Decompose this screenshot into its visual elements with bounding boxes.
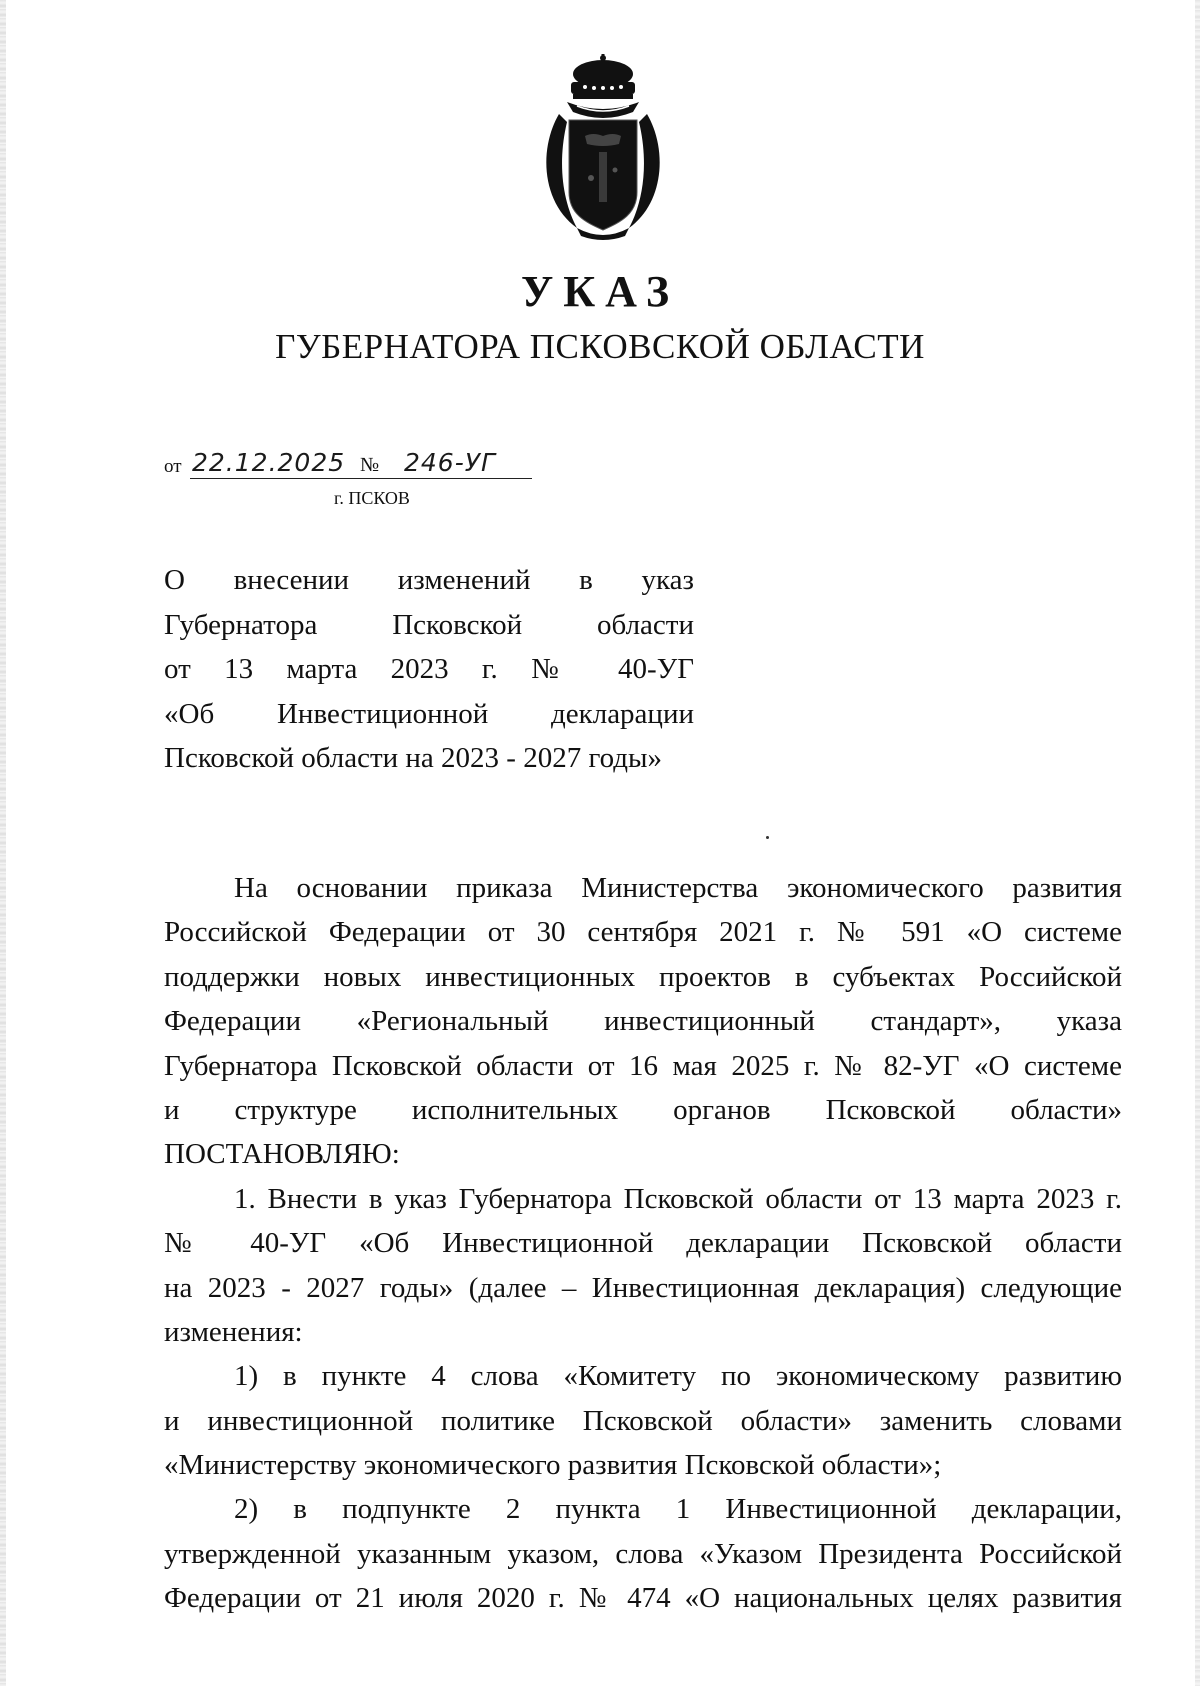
body-line: Федерации «Региональный инвестиционный стандарт», указа [164,1005,1122,1038]
coat-of-arms-icon [533,52,673,242]
scan-edge-right [1195,0,1200,1686]
body-line: изменения: [164,1315,303,1348]
document-requisites [164,448,564,488]
subject-line: Псковской области на 2023 - 2027 годы» [164,742,663,774]
body-line: утвержденной указанным указом, слова «Указом Президента Российской [164,1537,1122,1570]
document-issuer: ГУБЕРНАТОРА ПСКОВСКОЙ ОБЛАСТИ [275,327,925,366]
body-line: поддержки новых инвестиционных проектов в субъектах Российской [164,960,1122,993]
body-line: ПОСТАНОВЛЯЮ: [164,1138,400,1171]
number-sign: № [360,454,380,476]
handwritten-number: 246-УГ [404,448,496,477]
body-line: и инвестиционной политике Псковской области» заменить словами [164,1404,1122,1437]
document-title: УКАЗ [520,267,680,316]
date-prefix: от [164,456,182,477]
date-underline [190,478,532,479]
scan-edge-left [0,0,6,1686]
body-line: На основании приказа Министерства экономического развития [234,872,1122,904]
subject-line: от 13 марта 2023 г. № 40-УГ [164,653,694,685]
body-line: на 2023 - 2027 годы» (далее – Инвестиционная декларация) следующие [164,1271,1122,1304]
body-line: 1. Внести в указ Губернатора Псковской области от 13 марта 2023 г. [234,1182,1122,1215]
subject-line: О внесении изменений в указ [164,564,694,596]
body-line: Губернатора Псковской области от 16 мая 2025 г. № 82-УГ «О системе [164,1049,1122,1082]
body-line: Российской Федерации от 30 сентября 2021 г. № 591 «О системе [164,916,1122,949]
subject-line: Губернатора Псковской области [164,608,694,641]
body-line: «Министерству экономического развития Псковской области»; [164,1449,942,1482]
city: г. ПСКОВ [334,488,410,508]
body-line: № 40-УГ «Об Инвестиционной декларации Псковской области [164,1227,1122,1260]
body-line: 1) в пункте 4 слова «Комитету по экономическому развитию [234,1360,1122,1393]
document-body [164,866,1122,1621]
body-line: и структуре исполнительных органов Псковской области» [164,1093,1122,1126]
scan-speck [766,836,769,839]
handwritten-date: 22.12.2025 [192,448,346,477]
body-line: 2) в подпункте 2 пункта 1 Инвестиционной декларации, [234,1493,1122,1526]
document-subject [164,558,694,781]
subject-line: «Об Инвестиционной декларации [164,697,694,730]
body-line: Федерации от 21 июля 2020 г. № 474 «О национальных целях развития [164,1582,1122,1615]
